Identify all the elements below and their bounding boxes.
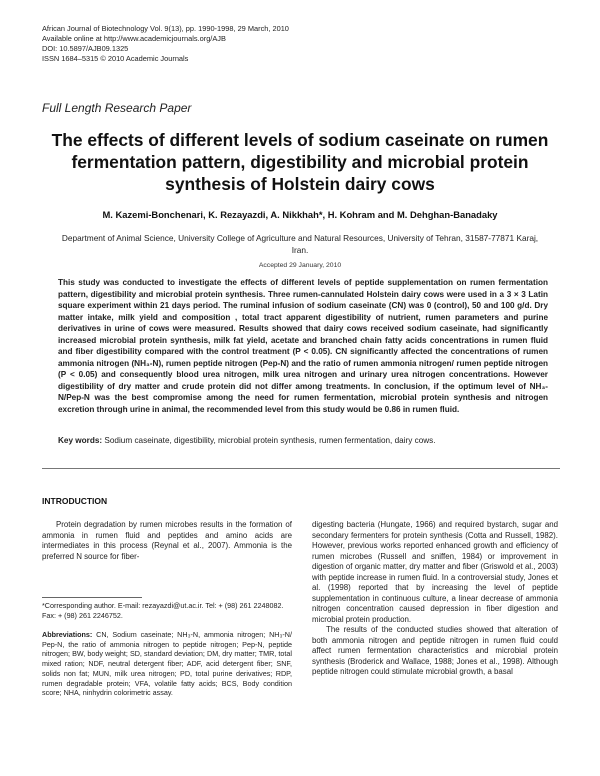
journal-issn: ISSN 1684–5315 © 2010 Academic Journals bbox=[42, 54, 189, 63]
keywords bbox=[58, 436, 558, 445]
abbreviations bbox=[42, 630, 292, 698]
authors: M. Kazemi-Bonchenari, K. Rezayazdi, A. Nikkhah*, H. Kohram and M. Dehghan-Banadaky bbox=[102, 209, 498, 220]
footnote-divider bbox=[42, 597, 142, 598]
introduction-heading: INTRODUCTION bbox=[42, 496, 108, 506]
corresponding-author-footnote: *Corresponding author. E-mail: rezayazdi@ut.ac.ir. Tel: + (98) 261 2248082. Fax: + (98) 261 2246752. bbox=[42, 601, 284, 620]
intro-paragraph: Protein degradation by rumen microbes results in the formation of ammonia in rumen fluid and peptides and amino acids are intermediates in this process (Reynal et al., 2007). Ammonia is the preferred N source for fiber- bbox=[42, 520, 292, 561]
abbreviations-text: CN, Sodium caseinate; NH₃-N, ammonia nitrogen; NH₃-N/ Pep-N, the ratio of ammonia nitrogen to peptide nitrogen; Pep-N, peptide nitrogen; BW, body weight; SD, standard deviation; DM, dry matter; TMR, total mixed ration; NDF, neutral detergent fiber; ADF, acid detergent fiber; SNF, solids non fat; MUN, milk urea nitrogen; PD, total purine derivatives; RDP, rumen degradable protein; VFA, volatile fatty acids; BCS, Body condition score; NHA, ninhydrin colorimetric assay. bbox=[42, 630, 292, 698]
journal-doi: DOI: 10.5897/AJB09.1325 bbox=[42, 44, 129, 53]
accepted-date: Accepted 29 January, 2010 bbox=[258, 262, 342, 269]
intro-paragraph-2: The results of the conducted studies showed that alteration of both ammonia nitrogen and peptide nitrogen in rumen fluid could affect rumen fermentation characteristics and microbial protein synthesis (Broderick and Wallace, 1988; Jones et al., 1998). Although peptide nitrogen could stimulate microbial growth, a basal bbox=[312, 625, 558, 676]
paper-title: The effects of different levels of sodium caseinate on rumen fermentation pattern, digestibility and microbial protein synthesis of Holstein dairy cows bbox=[51, 130, 549, 194]
keywords-label: Key words: bbox=[58, 436, 103, 445]
keywords-text: Sodium caseinate, digestibility, microbial protein synthesis, rumen fermentation, dairy cows. bbox=[104, 436, 436, 445]
left-column bbox=[42, 520, 292, 562]
journal-citation: African Journal of Biotechnology Vol. 9(13), pp. 1990-1998, 29 March, 2010 bbox=[42, 24, 289, 33]
abstract bbox=[58, 277, 548, 415]
divider bbox=[42, 468, 560, 469]
affiliation: Department of Animal Science, University College of Agriculture and Natural Resources, University of Tehran, 31587-77871 Karaj, Iran. bbox=[61, 233, 539, 255]
abbreviations-label: Abbreviations: bbox=[42, 630, 93, 639]
abstract-text: This study was conducted to investigate the effects of different levels of peptide supplementation on rumen fermentation pattern, digestibility and microbial protein synthesis. Three rumen-cannulated Holstein dairy cows were used in a 3 × 3 Latin square experiment within 21 days period. The ruminal infusion of sodium caseinate (CN) was 0 (control), 50 and 100 g/d. Dry matter intake, milk yield and composition , total tract apparent digestibility of nutrient, rumen parameters and purine derivatives in urine of cows were measured. Results showed that dairy cows received sodium caseinate, had significantly increased microbial protein synthesis, milk fat yield, acetate and branched chain fatty acids concentrations in rumen fluid and fiber digestibility compared with the control treatment (P < 0.05). CN significantly affected the concentrations of rumen ammonia nitrogen (NH₃-N), rumen peptide nitrogen (Pep-N) and the ratio of rumen ammonia nitrogen/ rumen peptide nitrogen (P < 0.05) and consequently blood urea nitrogen, milk urea nitrogen and urinary urea nitrogen concentrations. However digestibility of dry matter and crude protein did not differ among treatments. In conclusion, if the optimum level of NH₃-N/Pep-N was the best compromise among the need for rumen fermentation, microbial protein synthesis and nitrogen excretion through urine in animal, the recommended level from this study would be 0.86 in rumen fluid. bbox=[58, 278, 548, 414]
right-column bbox=[312, 520, 558, 678]
journal-header bbox=[42, 24, 289, 64]
journal-url: Available online at http://www.academicjournals.org/AJB bbox=[42, 34, 226, 43]
intro-paragraph-continued: digesting bacteria (Hungate, 1966) and required bystarch, sugar and secondary fermenters for protein synthesis (Cotta and Russell, 1982). However, previous works reported enhanced growth and efficiency of rumen microbes (Russell and sniffen, 1984) or improvement in digestion of organic matter, dry matter and fiber (Griswold et al., 2003) with peptide increase in rumen fluid. In a controversial study, Jones et al. (1998) reported that by increasing the level of peptide supplementation in continuous culture, a linear decrease of ammonia nitrogen concentration caused depression in fiber digestion and microbial protein production. bbox=[312, 520, 558, 624]
article-type: Full Length Research Paper bbox=[42, 101, 192, 115]
